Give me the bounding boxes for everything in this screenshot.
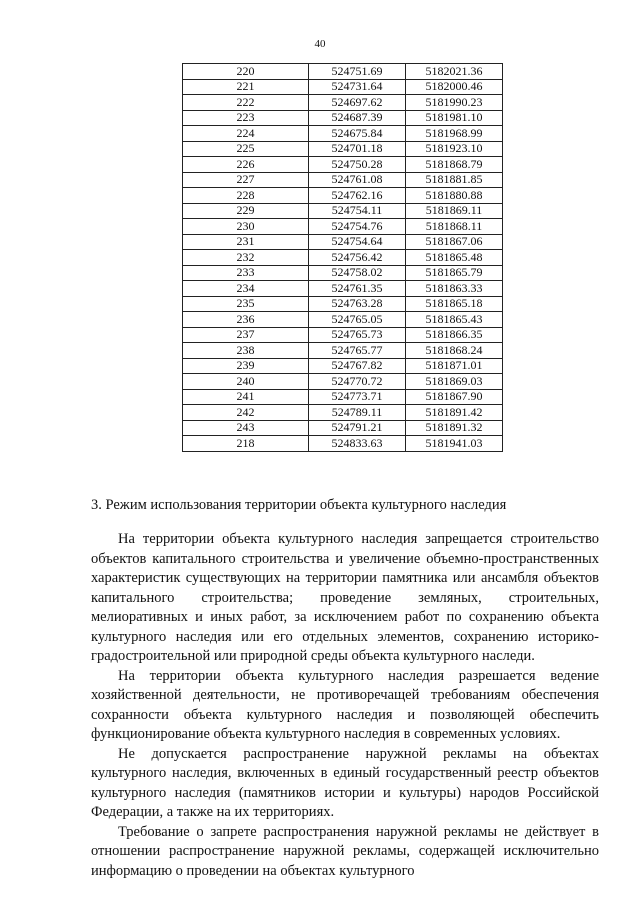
x-coordinate-cell: 524751.69 bbox=[309, 64, 406, 80]
x-coordinate-cell: 524701.18 bbox=[309, 141, 406, 157]
table-row bbox=[183, 327, 503, 343]
x-coordinate-cell: 524789.11 bbox=[309, 405, 406, 421]
table-row bbox=[183, 64, 503, 80]
y-coordinate-cell: 5181981.10 bbox=[406, 110, 503, 126]
page-number: 40 bbox=[314, 38, 326, 50]
section-heading: 3. Режим использования территории объекта культурного наследия bbox=[91, 497, 507, 513]
table-row bbox=[183, 157, 503, 173]
table-row bbox=[183, 420, 503, 436]
point-number-cell: 238 bbox=[183, 343, 309, 359]
point-number-cell: 233 bbox=[183, 265, 309, 281]
table-row bbox=[183, 188, 503, 204]
table-row bbox=[183, 405, 503, 421]
point-number-cell: 228 bbox=[183, 188, 309, 204]
y-coordinate-cell: 5181865.48 bbox=[406, 250, 503, 266]
y-coordinate-cell: 5181863.33 bbox=[406, 281, 503, 297]
coordinates-table-body bbox=[183, 64, 503, 452]
point-number-cell: 227 bbox=[183, 172, 309, 188]
x-coordinate-cell: 524763.28 bbox=[309, 296, 406, 312]
y-coordinate-cell: 5181868.11 bbox=[406, 219, 503, 235]
x-coordinate-cell: 524754.11 bbox=[309, 203, 406, 219]
paragraph-3: Не допускается распространение наружной рекламы на объектах культурного наследия, включенных в единый государственный реестр объектов культурного наследия (памятников истории и культуры) народов Российской Федерации, а также на их территориях. bbox=[91, 745, 599, 820]
y-coordinate-cell: 5181869.11 bbox=[406, 203, 503, 219]
table-row bbox=[183, 343, 503, 359]
y-coordinate-cell: 5181891.42 bbox=[406, 405, 503, 421]
point-number-cell: 241 bbox=[183, 389, 309, 405]
point-number-cell: 234 bbox=[183, 281, 309, 297]
point-number-cell: 242 bbox=[183, 405, 309, 421]
y-coordinate-cell: 5181990.23 bbox=[406, 95, 503, 111]
x-coordinate-cell: 524756.42 bbox=[309, 250, 406, 266]
point-number-cell: 220 bbox=[183, 64, 309, 80]
table-row bbox=[183, 436, 503, 452]
paragraph-4: Требование о запрете распространения наружной рекламы не действует в отношении распространение наружной рекламы, содержащей исключительно информацию о проведении на объектах культурного bbox=[91, 823, 599, 879]
table-row bbox=[183, 110, 503, 126]
point-number-cell: 240 bbox=[183, 374, 309, 390]
x-coordinate-cell: 524697.62 bbox=[309, 95, 406, 111]
table-row bbox=[183, 172, 503, 188]
table-row bbox=[183, 296, 503, 312]
point-number-cell: 237 bbox=[183, 327, 309, 343]
point-number-cell: 225 bbox=[183, 141, 309, 157]
y-coordinate-cell: 5181865.79 bbox=[406, 265, 503, 281]
x-coordinate-cell: 524767.82 bbox=[309, 358, 406, 374]
x-coordinate-cell: 524770.72 bbox=[309, 374, 406, 390]
point-number-cell: 236 bbox=[183, 312, 309, 328]
table-row bbox=[183, 389, 503, 405]
table-row bbox=[183, 79, 503, 95]
y-coordinate-cell: 5181881.85 bbox=[406, 172, 503, 188]
y-coordinate-cell: 5181868.79 bbox=[406, 157, 503, 173]
x-coordinate-cell: 524773.71 bbox=[309, 389, 406, 405]
table-row bbox=[183, 374, 503, 390]
y-coordinate-cell: 5181866.35 bbox=[406, 327, 503, 343]
point-number-cell: 224 bbox=[183, 126, 309, 142]
point-number-cell: 243 bbox=[183, 420, 309, 436]
point-number-cell: 239 bbox=[183, 358, 309, 374]
y-coordinate-cell: 5181941.03 bbox=[406, 436, 503, 452]
table-row bbox=[183, 358, 503, 374]
y-coordinate-cell: 5181968.99 bbox=[406, 126, 503, 142]
x-coordinate-cell: 524765.77 bbox=[309, 343, 406, 359]
point-number-cell: 232 bbox=[183, 250, 309, 266]
x-coordinate-cell: 524758.02 bbox=[309, 265, 406, 281]
y-coordinate-cell: 5182000.46 bbox=[406, 79, 503, 95]
x-coordinate-cell: 524833.63 bbox=[309, 436, 406, 452]
point-number-cell: 218 bbox=[183, 436, 309, 452]
y-coordinate-cell: 5182021.36 bbox=[406, 64, 503, 80]
x-coordinate-cell: 524791.21 bbox=[309, 420, 406, 436]
table-row bbox=[183, 312, 503, 328]
x-coordinate-cell: 524731.64 bbox=[309, 79, 406, 95]
x-coordinate-cell: 524687.39 bbox=[309, 110, 406, 126]
table-row bbox=[183, 219, 503, 235]
y-coordinate-cell: 5181868.24 bbox=[406, 343, 503, 359]
x-coordinate-cell: 524765.05 bbox=[309, 312, 406, 328]
paragraph-2: На территории объекта культурного наследия разрешается ведение хозяйственной деятельности, не противоречащей требованиям обеспечения сохранности объекта культурного наследия и позволяющей обеспечить функционирование объекта культурного наследия в современных условиях. bbox=[91, 667, 599, 742]
x-coordinate-cell: 524762.16 bbox=[309, 188, 406, 204]
y-coordinate-cell: 5181923.10 bbox=[406, 141, 503, 157]
y-coordinate-cell: 5181891.32 bbox=[406, 420, 503, 436]
table-row bbox=[183, 203, 503, 219]
point-number-cell: 229 bbox=[183, 203, 309, 219]
table-row bbox=[183, 234, 503, 250]
point-number-cell: 222 bbox=[183, 95, 309, 111]
y-coordinate-cell: 5181867.06 bbox=[406, 234, 503, 250]
x-coordinate-cell: 524761.35 bbox=[309, 281, 406, 297]
x-coordinate-cell: 524754.64 bbox=[309, 234, 406, 250]
section-body bbox=[91, 508, 599, 881]
x-coordinate-cell: 524750.28 bbox=[309, 157, 406, 173]
y-coordinate-cell: 5181865.43 bbox=[406, 312, 503, 328]
x-coordinate-cell: 524765.73 bbox=[309, 327, 406, 343]
x-coordinate-cell: 524754.76 bbox=[309, 219, 406, 235]
point-number-cell: 223 bbox=[183, 110, 309, 126]
x-coordinate-cell: 524761.08 bbox=[309, 172, 406, 188]
table-row bbox=[183, 265, 503, 281]
table-row bbox=[183, 281, 503, 297]
paragraph-1: На территории объекта культурного наследия запрещается строительство объектов капитального строительства и увеличение объемно-пространственных характеристик существующих на территории памятника или ансамбля объектов капитального строительства; проведение земляных, строительных, мелиоративных и иных работ, за исключением работ по сохранению объекта культурного наследия или его отдельных элементов, сохранению историко-градостроительной или природной среды объекта культурного наследи. bbox=[91, 531, 599, 664]
table-row bbox=[183, 141, 503, 157]
y-coordinate-cell: 5181869.03 bbox=[406, 374, 503, 390]
y-coordinate-cell: 5181867.90 bbox=[406, 389, 503, 405]
point-number-cell: 230 bbox=[183, 219, 309, 235]
table-row bbox=[183, 126, 503, 142]
point-number-cell: 226 bbox=[183, 157, 309, 173]
point-number-cell: 221 bbox=[183, 79, 309, 95]
point-number-cell: 231 bbox=[183, 234, 309, 250]
x-coordinate-cell: 524675.84 bbox=[309, 126, 406, 142]
y-coordinate-cell: 5181871.01 bbox=[406, 358, 503, 374]
y-coordinate-cell: 5181880.88 bbox=[406, 188, 503, 204]
table-row bbox=[183, 250, 503, 266]
y-coordinate-cell: 5181865.18 bbox=[406, 296, 503, 312]
coordinates-table bbox=[182, 63, 503, 452]
table-row bbox=[183, 95, 503, 111]
point-number-cell: 235 bbox=[183, 296, 309, 312]
